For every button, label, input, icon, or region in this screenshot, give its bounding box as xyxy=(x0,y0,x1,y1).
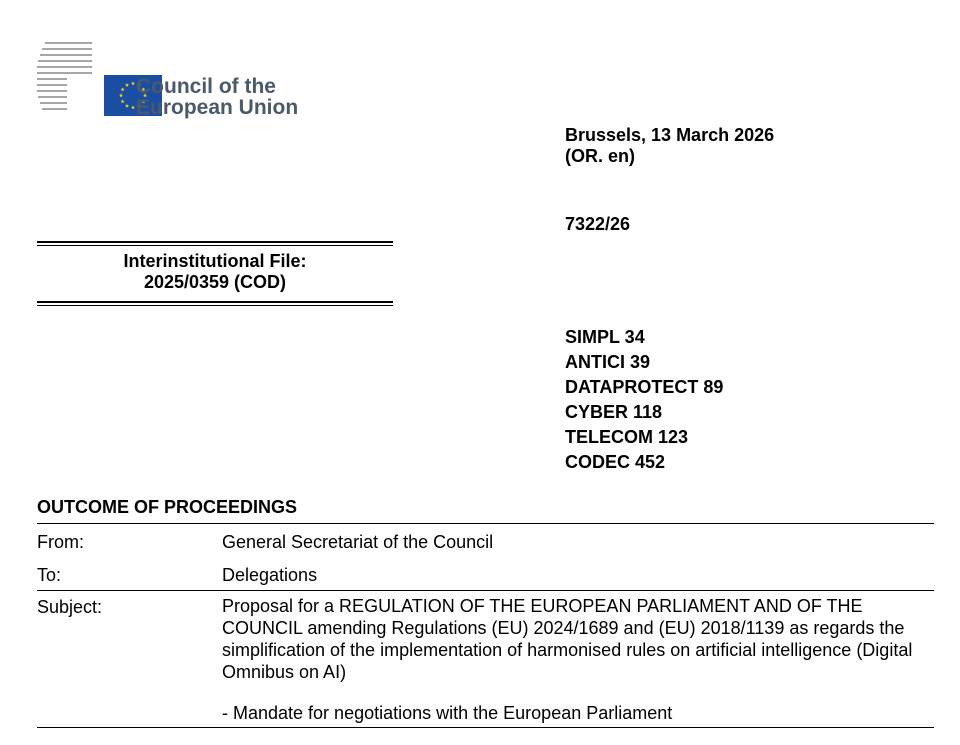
divider xyxy=(37,727,934,728)
from-label: From: xyxy=(37,532,84,552)
code-item: SIMPL 34 xyxy=(565,327,645,347)
divider xyxy=(37,523,934,524)
interinstitutional-label: Interinstitutional File: xyxy=(123,251,307,271)
code-item: ANTICI 39 xyxy=(565,352,651,372)
org-name-line2: European Union xyxy=(136,96,299,119)
divider xyxy=(37,590,934,591)
organisation-name xyxy=(136,76,298,118)
code-item: CYBER 118 xyxy=(565,402,663,422)
code-item: DATAPROTECT 89 xyxy=(565,377,724,397)
interinstitutional-file xyxy=(37,251,393,293)
original-language: (OR. en) xyxy=(565,146,635,166)
place-date: Brussels, 13 March 2026 xyxy=(565,125,775,145)
subject-codes xyxy=(565,325,723,475)
subject-note: - Mandate for negotiations with the European Parliament xyxy=(222,703,673,723)
from-value: General Secretariat of the Council xyxy=(222,532,494,552)
to-value: Delegations xyxy=(222,565,318,585)
place-date-block xyxy=(565,125,774,167)
divider xyxy=(37,301,393,306)
outcome-heading: OUTCOME OF PROCEEDINGS xyxy=(37,497,298,517)
council-emblem-icon xyxy=(37,40,97,116)
org-name-line1: Council of the xyxy=(136,75,276,98)
interinstitutional-number: 2025/0359 (COD) xyxy=(143,272,287,292)
council-logo xyxy=(37,40,337,120)
code-item: CODEC 452 xyxy=(565,452,666,472)
subject-value: Proposal for a REGULATION OF THE EUROPEAN PARLIAMENT AND OF THE COUNCIL amending Regulations (EU) 2024/1689 and (EU) 2018/1139 as regards the simplification of the implementation of harmonised rules on artificial intelligence (Digital Omnibus on AI) xyxy=(222,596,913,682)
subject-label: Subject: xyxy=(37,597,103,617)
to-label: To: xyxy=(37,565,62,585)
divider xyxy=(37,241,393,246)
document-number: 7322/26 xyxy=(565,214,631,234)
code-item: TELECOM 123 xyxy=(565,427,689,447)
